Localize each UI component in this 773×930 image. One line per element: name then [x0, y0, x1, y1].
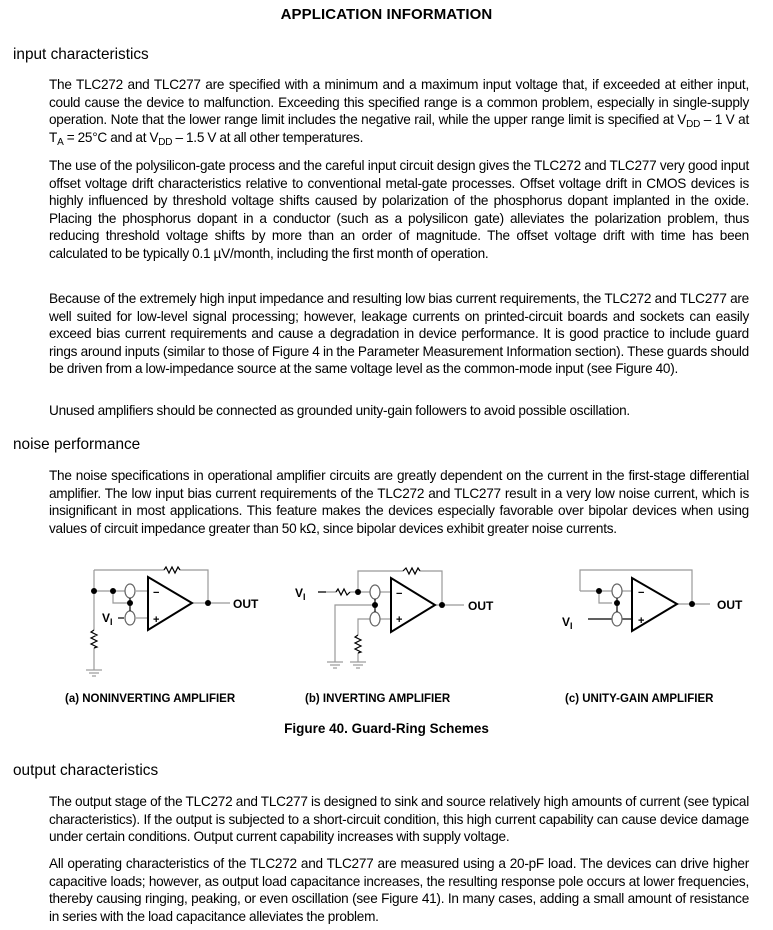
paragraph-noise: The noise specifications in operational amplifier circuits are greatly dependent on the current in the first-stage differential amplifier. The low input bias current requirements of the TLC272 and TLC277 result in a very low noise current, which is insignificant in most applications. This feature makes the devices especially favorable over bipolar devices when using values of circuit impedance greater than 50 kΩ, since bipolar devices exhibit greater noise currents.: [49, 468, 749, 536]
subscript-dd: DD: [158, 136, 173, 148]
guard-ring-icon: [370, 612, 380, 626]
bias-resistor-icon: [355, 635, 361, 653]
guard-ring-icon: [370, 585, 380, 599]
paragraph-capacitive-load: All operating characteristics of the TLC272 and TLC277 are measured using a 20-pF load. The devices can drive higher capacitive loads; however, as output load capacitance increases, the resulting response pole occurs at lower frequencies, thereby causing ringing, peaking, or even oscillation (see Figure 41). In many cases, adding a small amount of resistance in series with the load capacitance alleviates the problem.: [49, 856, 749, 924]
paragraph-text: – 1 V at T: [49, 112, 750, 145]
ground-resistor-icon: [91, 630, 97, 648]
input-resistor-icon: [336, 589, 350, 595]
input-label: V: [102, 611, 111, 625]
subscript-dd: DD: [686, 119, 701, 131]
input-label: V: [562, 615, 571, 629]
input-label: V: [295, 586, 304, 600]
caption-inverting-amplifier: (b) INVERTING AMPLIFIER: [305, 693, 451, 705]
plus-sign: +: [153, 614, 160, 626]
section-heading-noise-performance: noise performance: [13, 436, 141, 453]
paragraph-offset-drift: The use of the polysilicon-gate process and the careful input circuit design gives the TLC272 and TLC277 very good input offset voltage drift characteristics relative to conventional metal-gate processes. Offset voltage drift in CMOS devices is highly influenced by threshold voltage shifts caused by polarization of the phosphorus dopant implanted in the oxide. Placing the phosphorus dopant in a conductor (such as a polysilicon gate) alleviates the polarization problem, thus reducing threshold voltage shifts by more than an order of magnitude. The offset voltage drift with time has been calculated to be typically 0.1 µV/month, including the first month of operation.: [49, 158, 749, 261]
page-title: APPLICATION INFORMATION: [280, 6, 493, 23]
section-heading-input-characteristics: input characteristics: [13, 46, 149, 63]
plus-sign: +: [396, 614, 403, 626]
input-label-subscript: I: [570, 621, 573, 631]
feedback-resistor-icon: [164, 567, 180, 573]
input-label-subscript: I: [303, 592, 306, 602]
paragraph-output-stage: The output stage of the TLC272 and TLC277 is designed to sink and source relatively high amounts of current (see typical characteristics). If the output is subjected to a short-circuit condition, this high current capability can cause device damage under certain conditions. Output current capability increases with supply voltage.: [49, 794, 749, 845]
guard-ring-icon: [612, 584, 622, 598]
paragraph-text: The TLC272 and TLC277 are specified with a minimum and a maximum input voltage that, if exceeded at either input, could cause the device to malfunction. Exceeding this specified range is a common problem, especially in single-supply operation. Note that the lower range limit includes the negative rail, while the upper range limit is specified at V: [49, 77, 749, 128]
minus-sign: −: [638, 587, 645, 599]
paragraph-input-voltage-range: [49, 76, 749, 146]
paragraph-guard-rings: Because of the extremely high input impedance and resulting low bias current requirements, the TLC272 and TLC277 are well suited for low-level signal processing; however, leakage currents on printed-circuit boards and sockets can easily exceed bias current requirements and cause a degradation in device performance. It is good practice to include guard rings around inputs (similar to those of Figure 4 in the Parameter Measurement Information section). These guards should be driven from a low-impedance source at the same voltage level as the common-mode input (see Figure 40).: [49, 291, 749, 377]
figure-title: Figure 40. Guard-Ring Schemes: [284, 721, 489, 736]
caption-unity-gain-amplifier: (c) UNITY-GAIN AMPLIFIER: [565, 693, 714, 705]
guard-ring-icon: [125, 584, 135, 598]
circuit-unity-gain-amplifier: [520, 560, 773, 690]
circuit-inverting-amplifier: [280, 560, 520, 690]
subscript-a: A: [57, 136, 64, 148]
caption-noninverting-amplifier: (a) NONINVERTING AMPLIFIER: [65, 693, 236, 705]
minus-sign: −: [396, 588, 403, 600]
paragraph-text: = 25°C and at V: [63, 129, 159, 145]
feedback-resistor-icon: [403, 568, 420, 574]
guard-ring-icon: [125, 611, 135, 625]
output-label: OUT: [717, 598, 743, 612]
output-label: OUT: [233, 597, 259, 611]
section-heading-output-characteristics: output characteristics: [13, 762, 159, 779]
minus-sign: −: [153, 587, 160, 599]
input-label-subscript: I: [110, 617, 113, 627]
output-label: OUT: [468, 599, 494, 613]
plus-sign: +: [638, 615, 645, 627]
paragraph-text: – 1.5 V at all other temperatures.: [172, 129, 364, 145]
paragraph-unused-amplifiers: Unused amplifiers should be connected as grounded unity-gain followers to avoid possible oscillation.: [49, 403, 630, 418]
guard-ring-icon: [612, 612, 622, 626]
circuit-noninverting-amplifier: [40, 560, 280, 690]
